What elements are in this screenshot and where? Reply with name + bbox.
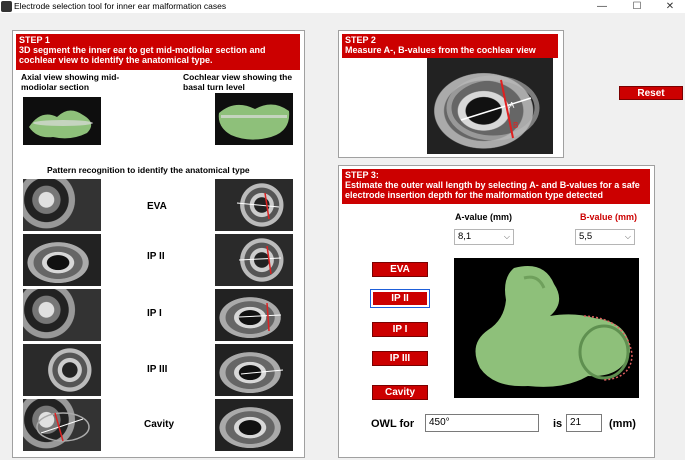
a-marker-label: A (509, 101, 515, 110)
step2-header: STEP 2 Measure A-, B-values from the cochlear view (342, 34, 558, 58)
close-button[interactable]: ✕ (665, 1, 675, 12)
ip3-cochlear-image (215, 344, 293, 396)
cochlear-view-label: Cochlear view showing the basal turn level (183, 72, 293, 92)
type-label-ip2: IP II (147, 251, 165, 262)
is-label: is (553, 418, 563, 430)
axial-3d-image (23, 97, 101, 145)
type-label-eva: EVA (147, 201, 167, 212)
maximize-button[interactable]: ☐ (632, 1, 642, 12)
cavity-measure-lines (23, 399, 101, 451)
cavity-axial-image (23, 399, 101, 451)
type-button-ip2[interactable]: IP II (372, 291, 428, 306)
cochlear-3d-render (215, 93, 293, 145)
owl-result-field[interactable]: 21 (566, 414, 602, 432)
ip3-axial-image (23, 344, 101, 396)
type-button-ip3[interactable]: IP III (372, 351, 428, 366)
axial-view-label: Axial view showing mid-modiolar section (21, 72, 120, 92)
app-icon (1, 1, 12, 12)
ip1-measure-lines (215, 289, 293, 341)
owl-label: OWL for (371, 418, 415, 430)
eva-cochlear-image (215, 179, 293, 231)
step2-measure-lines (427, 58, 553, 154)
a-value-text: 8,1 (458, 231, 472, 242)
unit-label: (mm) (609, 418, 636, 430)
ip1-cochlear-image (215, 289, 293, 341)
inner-ear-3d-model (454, 258, 639, 398)
ip2-cochlear-image (215, 234, 293, 286)
window-title: Electrode selection tool for inner ear malformation cases (14, 1, 227, 11)
reset-button[interactable]: Reset (619, 86, 683, 100)
b-marker-label: B (513, 121, 519, 130)
minimize-button[interactable]: — (597, 1, 607, 12)
type-button-cavity[interactable]: Cavity (372, 385, 428, 400)
step2-panel (338, 30, 564, 158)
step1-header: STEP 1 3D segment the inner ear to get mid-modiolar section and cochlear view to identify the anatomical type. (16, 34, 300, 70)
type-label-cavity: Cavity (144, 419, 175, 430)
ip1-axial-image (23, 289, 101, 341)
step2-cochlear-image (427, 58, 553, 154)
cavity-cochlear-image (215, 399, 293, 451)
b-value-select[interactable] (575, 229, 635, 245)
type-label-ip1: IP I (147, 308, 162, 319)
step1-panel (12, 30, 305, 458)
type-label-ip3: IP III (147, 364, 168, 375)
axial-3d-render (23, 97, 101, 145)
b-value-text: 5,5 (579, 231, 593, 242)
owl-angle-field[interactable]: 450° (425, 414, 539, 432)
step3-panel (338, 165, 655, 458)
cochlear-3d-image (215, 93, 293, 145)
ip3-measure-lines (215, 344, 293, 396)
pattern-title: Pattern recognition to identify the anatomical type (47, 165, 250, 175)
ip2-axial-image (23, 234, 101, 286)
a-chevron-down-icon: ⌵ (503, 232, 510, 241)
title-bar (0, 0, 685, 13)
step3-header: STEP 3: Estimate the outer wall length by selecting A- and B-values for a safe electrode insertion depth for the malformation type detected (342, 169, 650, 204)
a-value-label: A-value (mm) (455, 212, 513, 222)
type-button-eva[interactable]: EVA (372, 262, 428, 277)
type-button-ip1[interactable]: IP I (372, 322, 428, 337)
ip2-measure-lines (215, 234, 293, 286)
eva-measure-lines (215, 179, 293, 231)
b-chevron-down-icon: ⌵ (624, 232, 631, 241)
b-value-label: B-value (mm) (580, 212, 638, 222)
inner-ear-3d-render (454, 258, 639, 398)
a-value-select[interactable] (454, 229, 514, 245)
eva-axial-image (23, 179, 101, 231)
